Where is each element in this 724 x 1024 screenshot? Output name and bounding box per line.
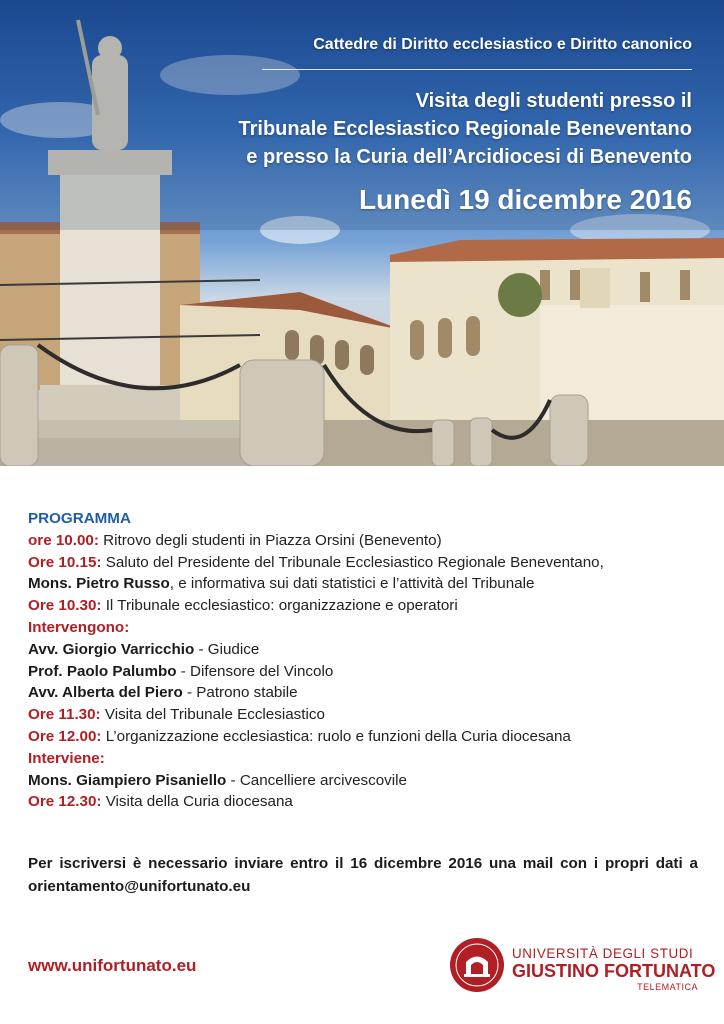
program-time: Intervengono: <box>28 618 130 636</box>
university-seal-icon <box>448 936 506 994</box>
program-time: Interviene: <box>28 749 105 767</box>
speaker-name: Avv. Giorgio Varricchio <box>28 640 195 658</box>
program-time: Ore 10.15: <box>28 553 102 571</box>
program-text: , e informativa sui dati statistici e l’attività del Tribunale <box>169 575 535 593</box>
program-time: Ore 10.30: <box>28 597 102 615</box>
program-item <box>28 530 708 552</box>
program-text: Ritrovo degli studenti in Piazza Orsini (Benevento) <box>98 531 442 549</box>
speaker-name: Prof. Paolo Palumbo <box>28 662 177 680</box>
program-item <box>28 639 708 661</box>
program-item <box>28 748 708 770</box>
program-text: - Giudice <box>194 640 260 658</box>
speaker-name: Mons. Pietro Russo <box>28 575 170 593</box>
visit-title-line: Visita degli studenti presso il <box>415 90 692 112</box>
program-text: - Cancelliere arcivescovile <box>226 771 407 789</box>
program-item <box>28 726 708 748</box>
program-item <box>28 791 708 813</box>
university-logo <box>440 934 716 1000</box>
speaker-name: Avv. Alberta del Piero <box>28 684 183 702</box>
program-item <box>28 770 708 792</box>
university-name-line3: TELEMATICA <box>637 982 698 992</box>
program-time: ore 10.00: <box>28 531 99 549</box>
program-text: Il Tribunale ecclesiastico: organizzazione e operatori <box>101 597 458 615</box>
program-item <box>28 617 708 639</box>
program-text: Saluto del Presidente del Tribunale Ecclesiastico Regionale Beneventano, <box>101 553 604 571</box>
program-item <box>28 661 708 683</box>
program-text: L’organizzazione ecclesiastica: ruolo e funzioni della Curia diocesana <box>101 727 571 745</box>
program-text: Visita del Tribunale Ecclesiastico <box>100 706 325 724</box>
chairs-subtitle: Cattedre di Diritto ecclesiastico e Diritto canonico <box>313 36 692 53</box>
program-text: Visita della Curia diocesana <box>101 793 293 811</box>
program-item <box>28 573 708 595</box>
program-heading: PROGRAMMA <box>28 510 131 527</box>
program-time: Ore 12.30: <box>28 793 102 811</box>
program-time: Ore 11.30: <box>28 706 101 724</box>
visit-title-line: e presso la Curia dell’Arcidiocesi di Benevento <box>246 146 692 168</box>
program-text: - Patrono stabile <box>182 684 298 702</box>
program-time: Ore 12.00: <box>28 727 102 745</box>
visit-title-line: Tribunale Ecclesiastico Regionale Beneventano <box>238 118 692 140</box>
signup-notice: Per iscriversi è necessario inviare entro il 16 dicembre 2016 una mail con i propri dati a orientamento@unifortunato.eu <box>28 855 698 895</box>
website-link[interactable]: www.unifortunato.eu <box>28 956 197 975</box>
program-text: - Difensore del Vincolo <box>176 662 334 680</box>
university-name-line1: UNIVERSITÀ DEGLI STUDI <box>512 946 694 961</box>
speaker-name: Mons. Giampiero Pisaniello <box>28 771 227 789</box>
program-list <box>28 530 708 813</box>
program-item <box>28 552 708 574</box>
program-section <box>28 508 708 813</box>
program-item <box>28 595 708 617</box>
header-divider <box>262 69 692 70</box>
university-name-line2: GIUSTINO FORTUNATO <box>512 961 716 981</box>
program-item <box>28 704 708 726</box>
program-item <box>28 682 708 704</box>
hero-photo <box>0 0 724 466</box>
event-date: Lunedì 19 dicembre 2016 <box>358 184 692 215</box>
visit-title <box>239 87 693 171</box>
